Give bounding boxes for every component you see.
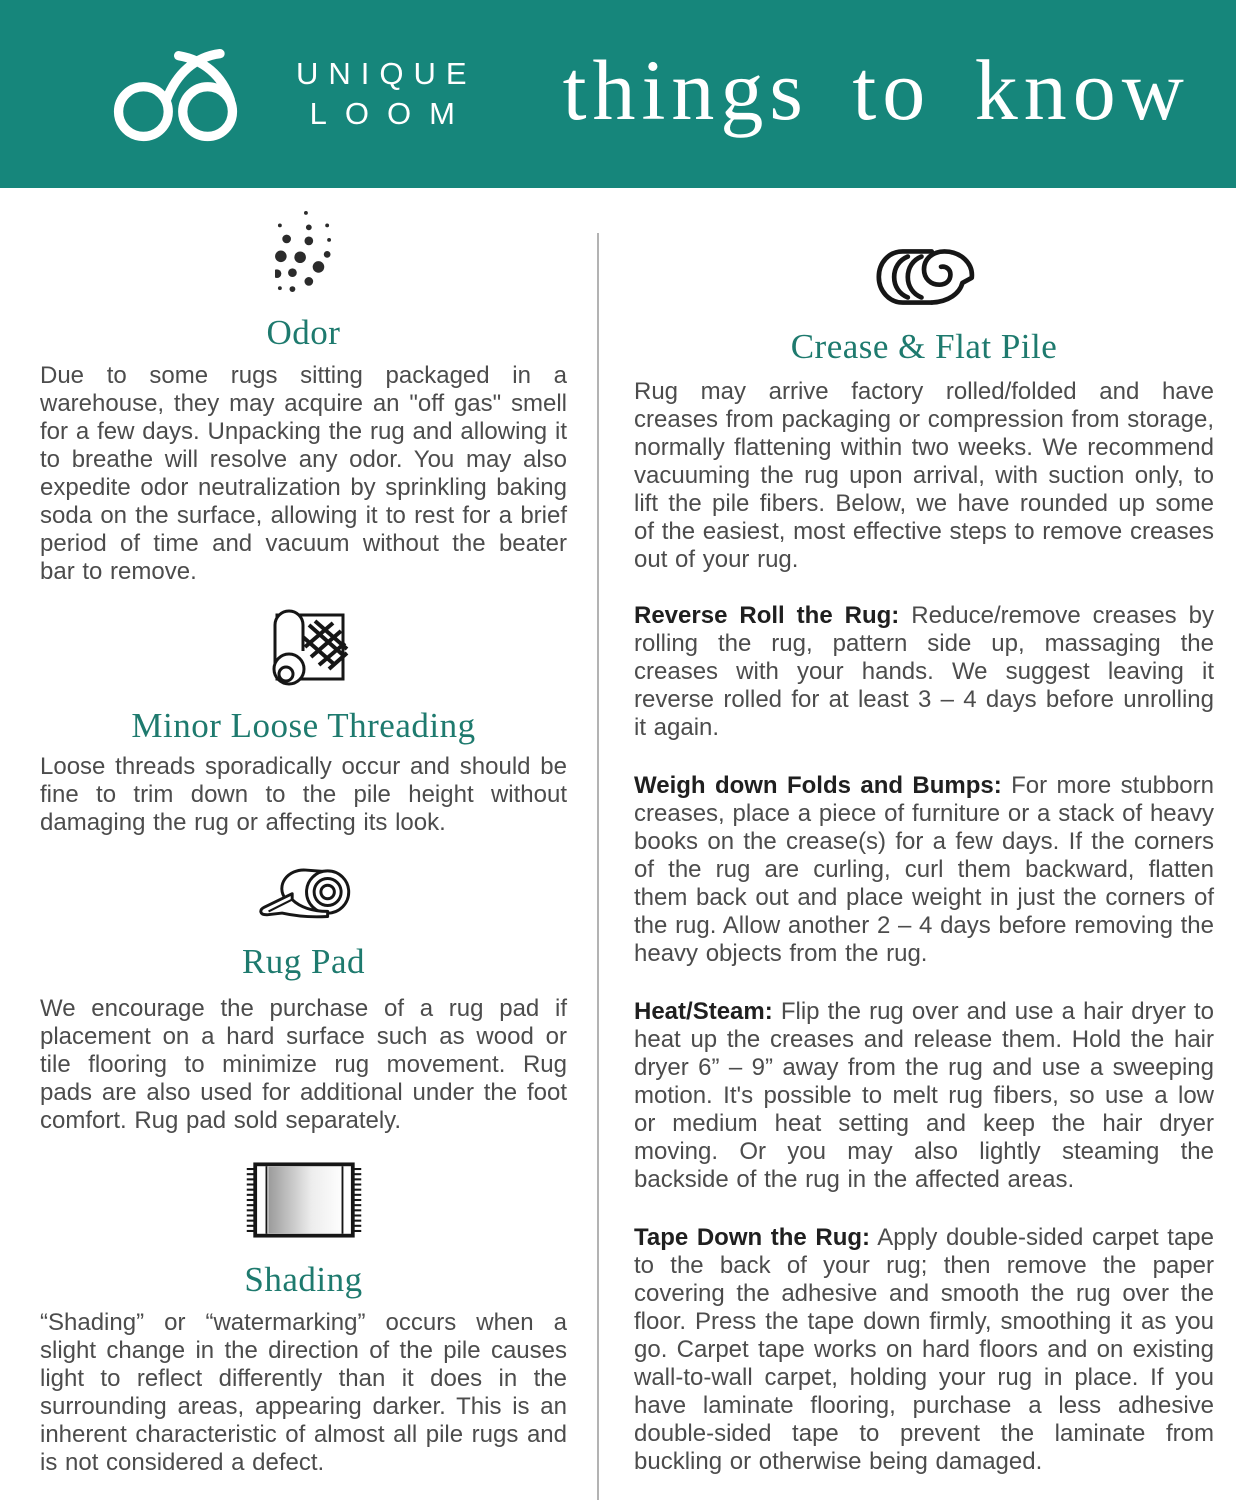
odor-heading: Odor xyxy=(266,313,341,352)
weigh-down-label: Weigh down Folds and Bumps: xyxy=(634,772,1002,799)
brand-word-unique: UNIQUE xyxy=(296,56,477,91)
unique-loom-double-loop-logo xyxy=(102,46,278,142)
crease-flat-pile-body-text: Rug may arrive factory rolled/folded and have creases from packaging or compression from storage, normally flattening within two weeks. We recommend vacuuming the rug upon arrival, with suction only, to lift the pile fibers. Below, we have rounded up some of the easiest, most effective steps to remove creases out of your rug. xyxy=(634,378,1214,573)
header-banner xyxy=(0,0,1236,188)
shading-heading: Shading xyxy=(244,1260,363,1299)
shading-body-text: “Shading” or “watermarking” occurs when a slight change in the direction of the pile causes light to reflect differently than it does in the surrounding areas, appearing darker. This is an inherent characteristic of almost all pile rugs and is not considered a defect. xyxy=(40,1309,567,1476)
heat-steam-label: Heat/Steam: xyxy=(634,998,773,1025)
rug-pad-heading: Rug Pad xyxy=(241,942,366,981)
weigh-down-text: For more stubborn creases, place a piece of furniture or a stack of heavy books on the crease(s) for a few days. If the corners of the rug are curling, curl them backward, flatten them back out and place weight in just the corners of the rug. Allow another 2 – 4 days before removing the heavy objects from the rug. xyxy=(634,772,1214,967)
left-column xyxy=(40,188,567,1477)
reverse-roll-label: Reverse Roll the Rug: xyxy=(634,602,900,629)
heat-steam-tip xyxy=(634,998,1214,1194)
rug-pad-roll-icon xyxy=(40,865,567,919)
minor-loose-threading-body-text: Loose threads sporadically occur and should be fine to trim down to the pile height without damaging the rug or affecting its look. xyxy=(40,753,567,836)
rug-pad-body-text: We encourage the purchase of a rug pad if placement on a hard surface such as wood or tile flooring to minimize rug movement. Rug pads are also used for additional under the foot comfort. Rug pad sold separately. xyxy=(40,995,567,1134)
reverse-roll-tip xyxy=(634,602,1214,742)
reverse-roll-text: Reduce/remove creases by rolling the rug, pattern side up, massaging the creases with your hands. We suggest leaving it reverse rolled for at least 3 – 4 days before unrolling it again. xyxy=(634,602,1215,741)
tape-down-tip xyxy=(634,1224,1214,1476)
tape-down-text: Apply double-sided carpet tape to the back of your rug; then remove the paper covering the adhesive and smooth the rug over the floor. Press the tape down firmly, smoothing it as you go. Carpet tape works on hard floors and on existing wall-to-wall carpet, holding your rug in place. If you have laminate flooring, purchase a less adhesive double-sided tape to prevent the laminate from buckling or otherwise being damaged. xyxy=(634,1224,1214,1475)
heat-steam-text: Flip the rug over and use a hair dryer to heat up the creases and release them. Hold the hair dryer 6” – 9” away from the rug and use a sweeping motion. It's possible to melt rug fibers, so use a low or medium heat setting and keep the hair dryer moving. Or you may also lightly steaming the backside of the rug in the affected areas. xyxy=(634,998,1214,1193)
brand-wordmark xyxy=(296,54,477,134)
rolled-rug-crease-icon xyxy=(634,246,1214,308)
page-title: things to know xyxy=(562,42,1190,138)
column-divider xyxy=(597,233,599,1500)
weigh-down-tip xyxy=(634,772,1214,968)
crease-flat-pile-heading: Crease & Flat Pile xyxy=(790,327,1058,366)
shaded-rug-icon xyxy=(40,1161,567,1239)
odor-dots-icon xyxy=(40,210,567,292)
rolled-rug-thread-icon xyxy=(40,603,567,687)
tape-down-label: Tape Down the Rug: xyxy=(634,1224,871,1251)
minor-loose-threading-heading: Minor Loose Threading xyxy=(131,706,476,745)
odor-body-text: Due to some rugs sitting packaged in a warehouse, they may acquire an "off gas" smell for a few days. Unpacking the rug and allowing it to breathe will resolve any odor. You may also expedite odor neutralization by sprinkling baking soda on the surface, allowing it to rest for a brief period of time and vacuum without the beater bar to remove. xyxy=(40,362,567,585)
brand-word-loom: LOOM xyxy=(309,96,473,131)
right-column xyxy=(634,188,1214,1476)
